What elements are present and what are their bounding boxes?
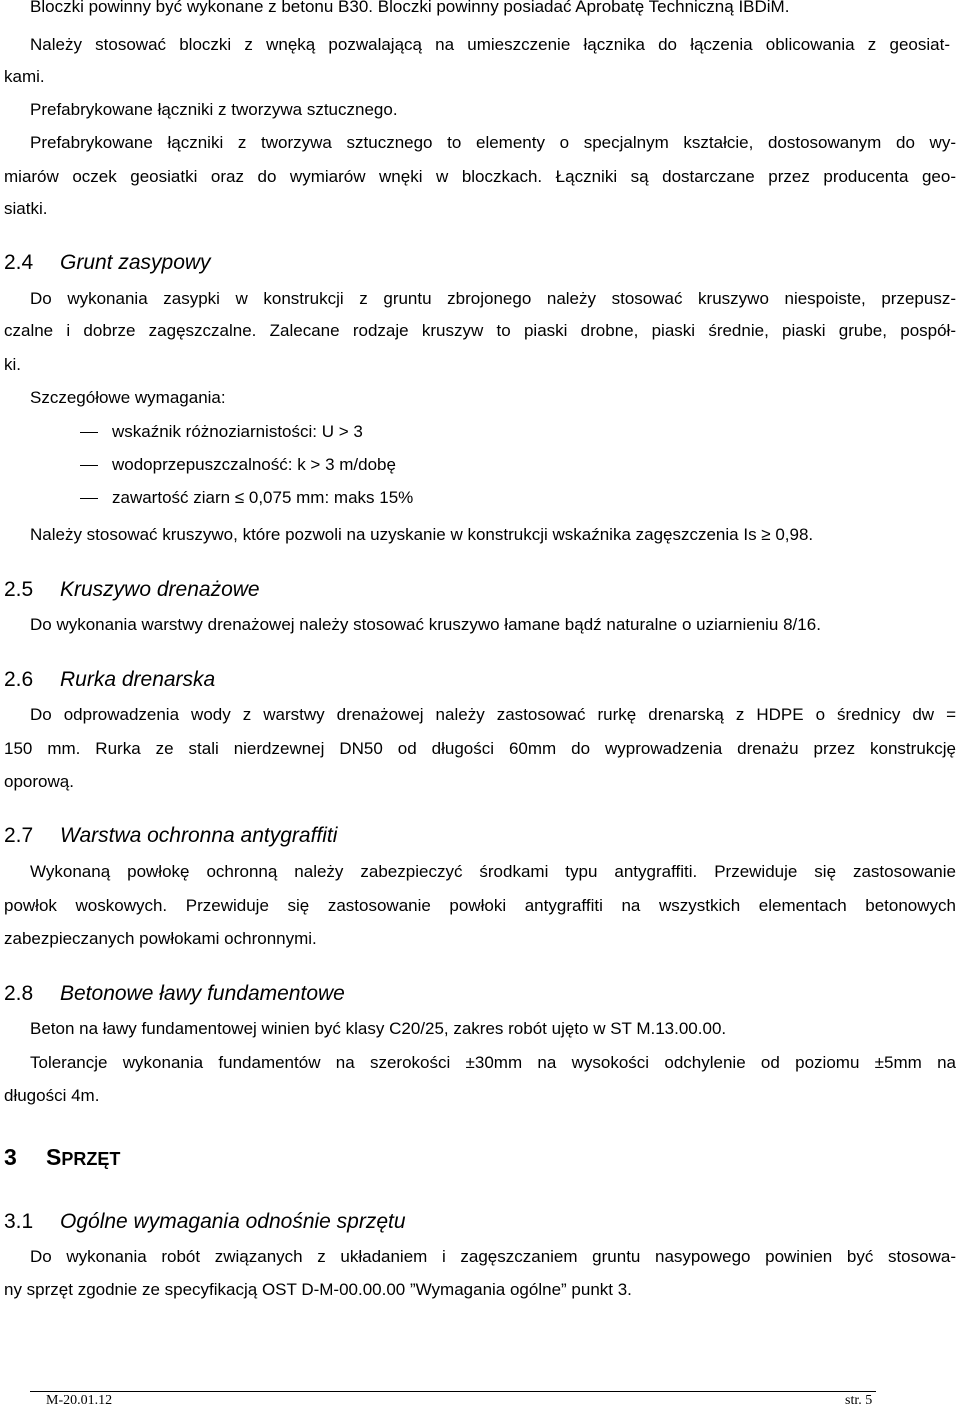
footer-page-number: str. 5 bbox=[845, 1393, 873, 1408]
section-title: Warstwa ochronna antygraffiti bbox=[60, 824, 338, 847]
s27-line-2: powłok woskowych. Przewiduje się zastosowanie powłoki antygraffiti na wszystkich elementach betonowych bbox=[4, 896, 956, 915]
s24-line-1: Do wykonania zasypki w konstrukcji z gruntu zbrojonego należy stosować kruszywo niespoiste, przepusz- bbox=[30, 289, 956, 308]
section-heading-2-6 bbox=[4, 667, 215, 693]
section-title: Betonowe ławy fundamentowe bbox=[60, 982, 345, 1005]
s31-line-1: Do wykonania robót związanych z układaniem i zagęszczaniem gruntu nasypowego powinien być stosowa- bbox=[30, 1247, 956, 1266]
list-item: wskaźnik różnoziarnistości: U > 3 bbox=[112, 422, 363, 441]
section-title: Ogólne wymagania odnośnie sprzętu bbox=[60, 1210, 406, 1233]
intro-subtitle: Prefabrykowane łączniki z tworzywa sztucznego. bbox=[30, 100, 398, 119]
requirements-label: Szczegółowe wymagania: bbox=[30, 388, 226, 407]
chapter-number: 3 bbox=[4, 1144, 17, 1170]
footer-doc-code: M-20.01.12 bbox=[46, 1393, 113, 1408]
s28-line-1: Beton na ławy fundamentowej winien być klasy C20/25, zakres robót ujęto w ST M.13.00.00. bbox=[30, 1019, 727, 1038]
s26-line-1: Do odprowadzenia wody z warstwy drenażowej należy zastosować rurkę drenarską z HDPE o średnicy dw = bbox=[30, 705, 956, 724]
s25-line-1: Do wykonania warstwy drenażowej należy stosować kruszywo łamane bądź naturalne o uziarnieniu 8/16. bbox=[30, 615, 821, 634]
intro-line-3: kami. bbox=[4, 67, 45, 86]
list-dash bbox=[80, 465, 98, 466]
s24-line-4: Należy stosować kruszywo, które pozwoli na uzyskanie w konstrukcji wskaźnika zagęszczenia Is ≥ 0,98. bbox=[30, 525, 814, 544]
list-item: wodoprzepuszczalność: k > 3 m/dobę bbox=[112, 455, 396, 474]
section-heading-3-1 bbox=[4, 1209, 406, 1235]
section-title: Rurka drenarska bbox=[60, 668, 216, 691]
section-title: Kruszywo drenażowe bbox=[60, 578, 260, 601]
s28-line-2: Tolerancje wykonania fundamentów na szerokości ±30mm na wysokości odchylenie od poziomu ±5mm na bbox=[30, 1053, 956, 1072]
section-number: 2.7 bbox=[4, 824, 34, 847]
section-heading-2-5 bbox=[4, 577, 260, 603]
chapter-title-rest: PRZĘT bbox=[61, 1149, 121, 1169]
s27-line-1: Wykonaną powłokę ochronną należy zabezpieczyć środkami typu antygraffiti. Przewiduje się zastosowanie bbox=[30, 862, 956, 881]
list-item: zawartość ziarn ≤ 0,075 mm: maks 15% bbox=[112, 488, 414, 507]
section-number: 2.4 bbox=[4, 251, 34, 274]
s24-line-2: czalne i dobrze zagęszczalne. Zalecane rodzaje kruszyw to piaski drobne, piaski średnie, piaski grube, pospół- bbox=[4, 321, 956, 340]
s26-line-3: oporową. bbox=[4, 772, 74, 791]
chapter-title-initial: S bbox=[46, 1144, 62, 1170]
section-number: 3.1 bbox=[4, 1210, 34, 1233]
section-title: Grunt zasypowy bbox=[60, 251, 211, 274]
s31-line-2: ny sprzęt zgodnie ze specyfikacją OST D-M-00.00.00 ”Wymagania ogólne” punkt 3. bbox=[4, 1280, 632, 1299]
section-heading-2-7 bbox=[4, 823, 337, 849]
section-number: 2.5 bbox=[4, 578, 34, 601]
chapter-heading-3 bbox=[4, 1143, 120, 1173]
list-dash bbox=[80, 498, 98, 499]
intro-paragraph-line-3: siatki. bbox=[4, 199, 48, 218]
intro-line-2: Należy stosować bloczki z wnęką pozwalającą na umieszczenie łącznika do łączenia oblicowania z geosiat- bbox=[30, 35, 950, 54]
s26-line-2: 150 mm. Rurka ze stali nierdzewnej DN50 od długości 60mm do wyprowadzenia drenażu przez konstrukcję bbox=[4, 739, 956, 758]
s24-line-3: ki. bbox=[4, 355, 21, 374]
intro-line-1: Bloczki powinny być wykonane z betonu B30. Bloczki powinny posiadać Aprobatę Techniczną IBDiM. bbox=[30, 0, 790, 16]
intro-paragraph-line-2: miarów oczek geosiatki oraz do wymiarów wnęki w bloczkach. Łączniki są dostarczane przez producenta geo- bbox=[4, 167, 956, 186]
s27-line-3: zabezpieczanych powłokami ochronnymi. bbox=[4, 929, 317, 948]
section-number: 2.8 bbox=[4, 982, 34, 1005]
s28-line-3: długości 4m. bbox=[4, 1086, 100, 1105]
section-heading-2-8 bbox=[4, 981, 345, 1007]
list-dash bbox=[80, 432, 98, 433]
section-heading-2-4 bbox=[4, 250, 211, 276]
section-number: 2.6 bbox=[4, 668, 34, 691]
intro-paragraph-line-1: Prefabrykowane łączniki z tworzywa sztucznego to elementy o specjalnym kształcie, dostosowanym do wy- bbox=[30, 133, 956, 152]
footer-rule bbox=[30, 1391, 876, 1392]
